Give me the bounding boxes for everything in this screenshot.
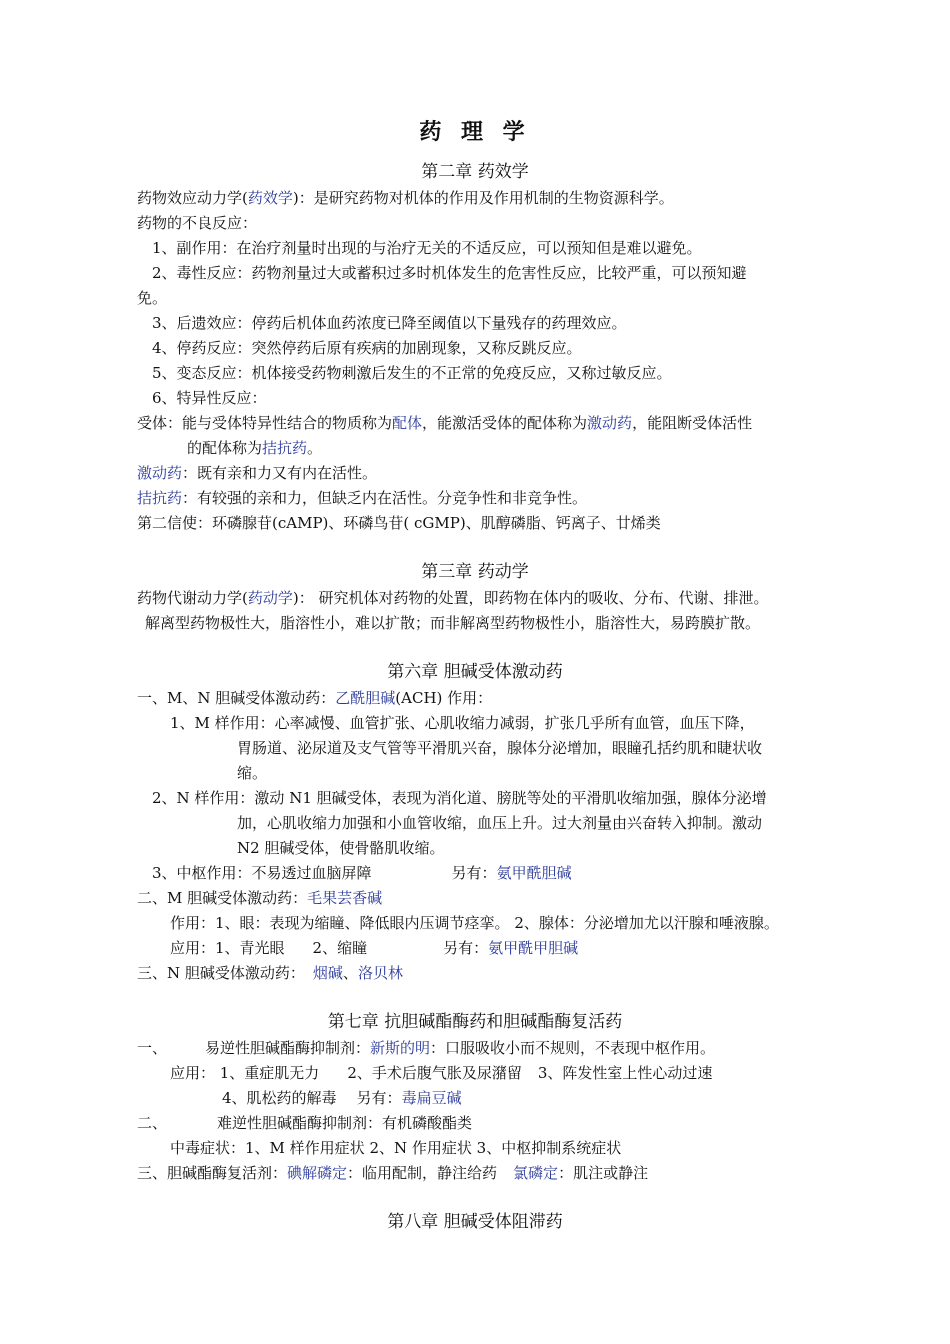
- adverse-item: 3、后遗效应：停药后机体血药浓度已降至阈值以下量残存的药理效应。: [152, 314, 627, 332]
- section-n-agonists: 三、N 胆碱受体激动药： 烟碱、洛贝林: [137, 964, 403, 982]
- adverse-item: 1、副作用：在治疗剂量时出现的与治疗无关的不适反应，可以预知但是难以避免。: [152, 239, 702, 257]
- ionization-note: 解离型药物极性大，脂溶性小，难以扩散；而非解离型药物极性小，脂溶性大，易跨膜扩散。: [145, 614, 761, 632]
- adverse-reactions-heading: 药物的不良反应：: [137, 214, 258, 232]
- agonist-definition: 激动药：既有亲和力又有内在活性。: [137, 464, 378, 482]
- pharmacodynamics-definition: 药物效应动力学(药效学)：是研究药物对机体的作用及作用机制的生物资源科学。: [137, 189, 674, 207]
- reversible-inhibitors: 一、 易逆性胆碱酯酶抑制剂：新斯的明：口服吸收小而不规则，不表现中枢作用。: [137, 1039, 716, 1057]
- receptor-definition: 受体：能与受体特异性结合的物质称为配体，能激活受体的配体称为激动药，能阻断受体活性: [137, 414, 753, 432]
- adverse-item-continued: 免。: [137, 289, 168, 307]
- irreversible-inhibitors: 二、 难逆性胆碱酯酶抑制剂：有机磷酸酯类: [137, 1114, 473, 1132]
- adverse-item: 6、特异性反应：: [152, 389, 267, 407]
- adverse-item: 2、毒性反应：药物剂量过大或蓄积过多时机体发生的危害性反应，比较严重，可以预知避: [152, 264, 747, 282]
- m-action: 1、M 样作用：心率减慢、血管扩张、心肌收缩力减弱，扩张几乎所有血管，血压下降，: [170, 714, 755, 732]
- chapter-2-heading: 第二章 药效学: [421, 162, 529, 182]
- m-action-continued: 缩。: [237, 764, 268, 782]
- n-action-continued: N2 胆碱受体，使骨骼肌收缩。: [237, 839, 445, 857]
- document-title: 药 理 学: [419, 119, 531, 145]
- adverse-item: 5、变态反应：机体接受药物刺激后发生的不正常的免疫反应，又称过敏反应。: [152, 364, 672, 382]
- section-m-agonists: 二、M 胆碱受体激动药：毛果芸香碱: [137, 889, 383, 907]
- chapter-3-heading: 第三章 药动学: [421, 562, 529, 582]
- reactivators: 三、胆碱酯酶复活剂：碘解磷定：临用配制，静注给药 氯磷定：肌注或静注: [137, 1164, 649, 1182]
- section-mn-agonists: 一、M、N 胆碱受体激动药：乙酰胆碱(ACH) 作用：: [137, 689, 493, 707]
- neostigmine-use-continued: 4、肌松药的解毒 另有：毒扁豆碱: [222, 1089, 462, 1107]
- receptor-definition-continued: 的配体称为拮抗药。: [187, 439, 323, 457]
- poisoning-symptoms: 中毒症状：1、M 样作用症状 2、N 作用症状 3、中枢抑制系统症状: [170, 1139, 622, 1157]
- cns-action: 3、中枢作用：不易透过血脑屏障 另有：氨甲酰胆碱: [152, 864, 572, 882]
- second-messenger: 第二信使：环磷腺苷(cAMP)、环磷鸟苷( cGMP)、肌醇磷脂、钙离子、廿烯类: [137, 514, 661, 532]
- pilocarpine-action: 作用：1、眼：表现为缩瞳、降低眼内压调节痉挛。 2、腺体：分泌增加尤以汗腺和唾液腺。: [170, 914, 779, 932]
- chapter-7-heading: 第七章 抗胆碱酯酶药和胆碱酯酶复活药: [327, 1012, 623, 1032]
- pharmacokinetics-definition: 药物代谢动力学(药动学)： 研究机体对药物的处置，即药物在体内的吸收、分布、代谢、排泄。: [137, 589, 769, 607]
- adverse-item: 4、停药反应：突然停药后原有疾病的加剧现象，又称反跳反应。: [152, 339, 582, 357]
- neostigmine-use: 应用： 1、重症肌无力 2、手术后腹气胀及尿潴留 3、阵发性室上性心动过速: [170, 1064, 713, 1082]
- antagonist-definition: 拮抗药：有较强的亲和力，但缺乏内在活性。分竞争性和非竞争性。: [137, 489, 588, 507]
- chapter-8-heading: 第八章 胆碱受体阻滞药: [387, 1212, 563, 1232]
- chapter-6-heading: 第六章 胆碱受体激动药: [387, 662, 563, 682]
- pilocarpine-use: 应用：1、青光眼 2、缩瞳 另有：氨甲酰甲胆碱: [170, 939, 579, 957]
- n-action: 2、N 样作用：激动 N1 胆碱受体，表现为消化道、膀胱等处的平滑肌收缩加强，腺体分泌增: [152, 789, 767, 807]
- m-action-continued: 胃肠道、泌尿道及支气管等平滑肌兴奋，腺体分泌增加，眼瞳孔括约肌和睫状收: [237, 739, 763, 757]
- term-link: 药效学: [247, 189, 293, 207]
- n-action-continued: 加，心肌收缩力加强和小血管收缩，血压上升。过大剂量由兴奋转入抑制。激动: [237, 814, 763, 832]
